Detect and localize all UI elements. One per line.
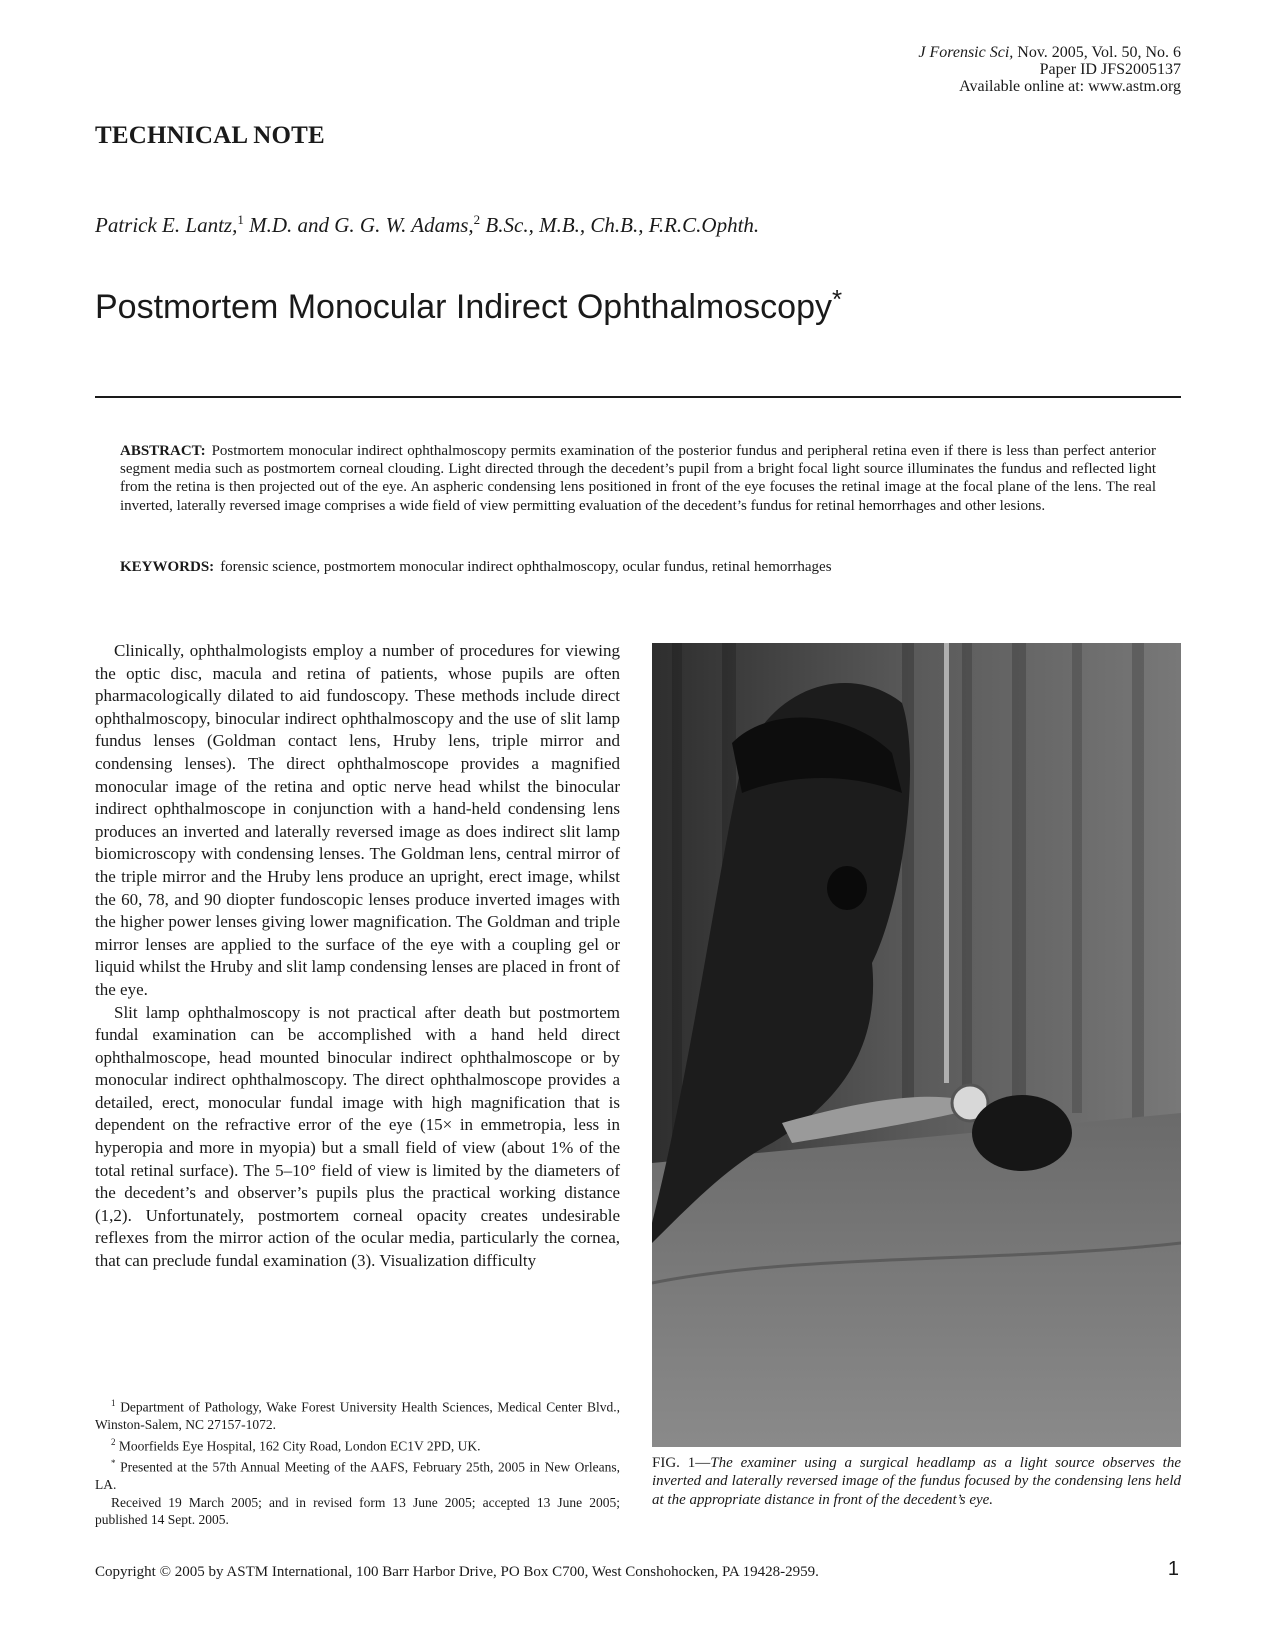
page-number: 1 bbox=[1167, 1558, 1179, 1580]
abstract bbox=[120, 442, 1156, 515]
figure-1-caption-text: The examiner using a surgical headlamp as a light source observes the inverted and laterally reversed image of the fundus focused by the condensing lens held at the appropriate distance in front of the decedent’s eye. bbox=[652, 1455, 1181, 1508]
footnote-3 bbox=[95, 1455, 620, 1493]
journal-issue: Nov. 2005, Vol. 50, No. 6 bbox=[1013, 44, 1181, 61]
footnote-2-text: Moorfields Eye Hospital, 162 City Road, London EC1V 2PD, UK. bbox=[115, 1438, 481, 1453]
body-paragraph-1: Clinically, ophthalmologists employ a number of procedures for viewing the optic disc, macula and retina of patients, whose pupils are often pharmacologically dilated to aid fundoscopy. These methods include direct ophthalmoscopy, binocular indirect ophthalmoscopy and the use of slit lamp fundus lenses (Goldman contact lens, Hruby lens, triple mirror and condensing lenses). The direct ophthalmoscope provides a magnified monocular image of the retina and optic nerve head whilst the binocular indirect ophthalmoscope in conjunction with a hand-held condensing lens produces an inverted and laterally reversed image as does indirect slit lamp biomicroscopy with condensing lenses. The Goldman lens, central mirror of the triple mirror and the Hruby lens produce an upright, erect image, whilst the 60, 78, and 90 diopter fundoscopic lenses produce inverted images with the higher power lenses giving lower magnification. The Goldman and triple mirror lenses are applied to the surface of the eye with a coupling gel or liquid whilst the Hruby and slit lamp condensing lenses are placed in front of the eye. bbox=[95, 641, 620, 999]
footnote-1 bbox=[95, 1395, 620, 1433]
author2-affiliation-marker: 2 bbox=[473, 212, 481, 227]
title-divider bbox=[95, 396, 1181, 398]
keywords-text: forensic science, postmortem monocular indirect ophthalmoscopy, ocular fundus, retinal hemorrhages bbox=[220, 559, 832, 575]
paper-title bbox=[95, 284, 843, 327]
footnote-2-marker: 2 bbox=[111, 1436, 116, 1447]
paper-title-text: Postmortem Monocular Indirect Ophthalmoscopy bbox=[95, 288, 832, 326]
body-text-column bbox=[95, 640, 620, 1273]
journal-citation bbox=[581, 44, 1181, 61]
footnote-2 bbox=[95, 1434, 620, 1455]
received-dates: Received 19 March 2005; and in revised form 13 June 2005; accepted 13 June 2005; published 14 Sept. 2005. bbox=[95, 1494, 620, 1527]
title-footnote-marker: * bbox=[831, 284, 843, 314]
figure-1-caption bbox=[652, 1454, 1181, 1509]
section-label: TECHNICAL NOTE bbox=[95, 122, 325, 149]
journal-header bbox=[581, 44, 1181, 95]
author2-degrees: B.Sc., M.B., Ch.B., F.R.C.Ophth. bbox=[480, 213, 760, 237]
figure-1-label: FIG. 1— bbox=[652, 1455, 711, 1471]
copyright-notice: Copyright © 2005 by ASTM International, 100 Barr Harbor Drive, PO Box C700, West Conshohocken, PA 19428-2959. bbox=[95, 1564, 819, 1580]
author1-name: Patrick E. Lantz, bbox=[95, 213, 238, 237]
abstract-label: ABSTRACT: bbox=[120, 443, 206, 459]
keywords-label: KEYWORDS: bbox=[120, 559, 215, 575]
author1-affiliation-marker: 1 bbox=[237, 212, 244, 227]
author-line bbox=[95, 213, 759, 238]
available-online: Available online at: www.astm.org bbox=[959, 78, 1181, 95]
abstract-text: Postmortem monocular indirect ophthalmoscopy permits examination of the posterior fundus and peripheral retina even if there is less than perfect anterior segment media such as postmortem corneal clouding. Light directed through the decedent’s pupil from a bright focal light source illuminates the fundus and reflected light from the retina is then projected out of the eye. An aspheric condensing lens positioned in front of the eye focuses the retinal image at the focal plane of the lens. The real inverted, laterally reversed image comprises a wide field of view permitting evaluation of the decedent’s fundus for retinal hemorrhages and other lesions. bbox=[120, 443, 1156, 514]
photo-illustration bbox=[652, 643, 1181, 1447]
footnotes bbox=[95, 1395, 620, 1529]
iv-pole bbox=[944, 643, 949, 1083]
headlamp-light bbox=[827, 866, 867, 910]
author1-degrees-and-author2: M.D. and G. G. W. Adams, bbox=[243, 213, 474, 237]
body-paragraph-2: Slit lamp ophthalmoscopy is not practical after death but postmortem fundal examination can be accomplished with a hand held direct ophthalmoscope, head mounted binocular indirect ophthalmoscope or by monocular indirect ophthalmoscopy. The direct ophthalmoscope provides a detailed, erect, monocular fundal image with high magnification that is dependent on the refractive error of the eye (15× in emmetropia, less in hyperopia and more in myopia) but a small field of view (about 1% of the total retinal surface). The 5–10° field of view is limited by the diameters of the decedent’s and observer’s pupils plus the practical working distance (1,2). Unfortunately, postmortem corneal opacity creates undesirable reflexes from the mirror action of the ocular media, particularly the cornea, that can preclude fundal examination (3). Visualization difficulty bbox=[95, 1002, 620, 1271]
footnote-3-marker: * bbox=[111, 1458, 116, 1468]
footnote-1-text: Department of Pathology, Wake Forest University Health Sciences, Medical Center Blvd., Winston-Salem, NC 27157-1072. bbox=[95, 1399, 620, 1432]
footnote-1-marker: 1 bbox=[111, 1398, 116, 1408]
decedent-head bbox=[972, 1095, 1072, 1171]
journal-name: J Forensic Sci, bbox=[918, 44, 1014, 61]
figure-1-photo bbox=[652, 643, 1181, 1447]
keywords bbox=[120, 558, 1156, 576]
footnote-3-text: Presented at the 57th Annual Meeting of the AAFS, February 25th, 2005 in New Orleans, LA. bbox=[95, 1459, 620, 1492]
paper-id: Paper ID JFS2005137 bbox=[1039, 61, 1181, 78]
